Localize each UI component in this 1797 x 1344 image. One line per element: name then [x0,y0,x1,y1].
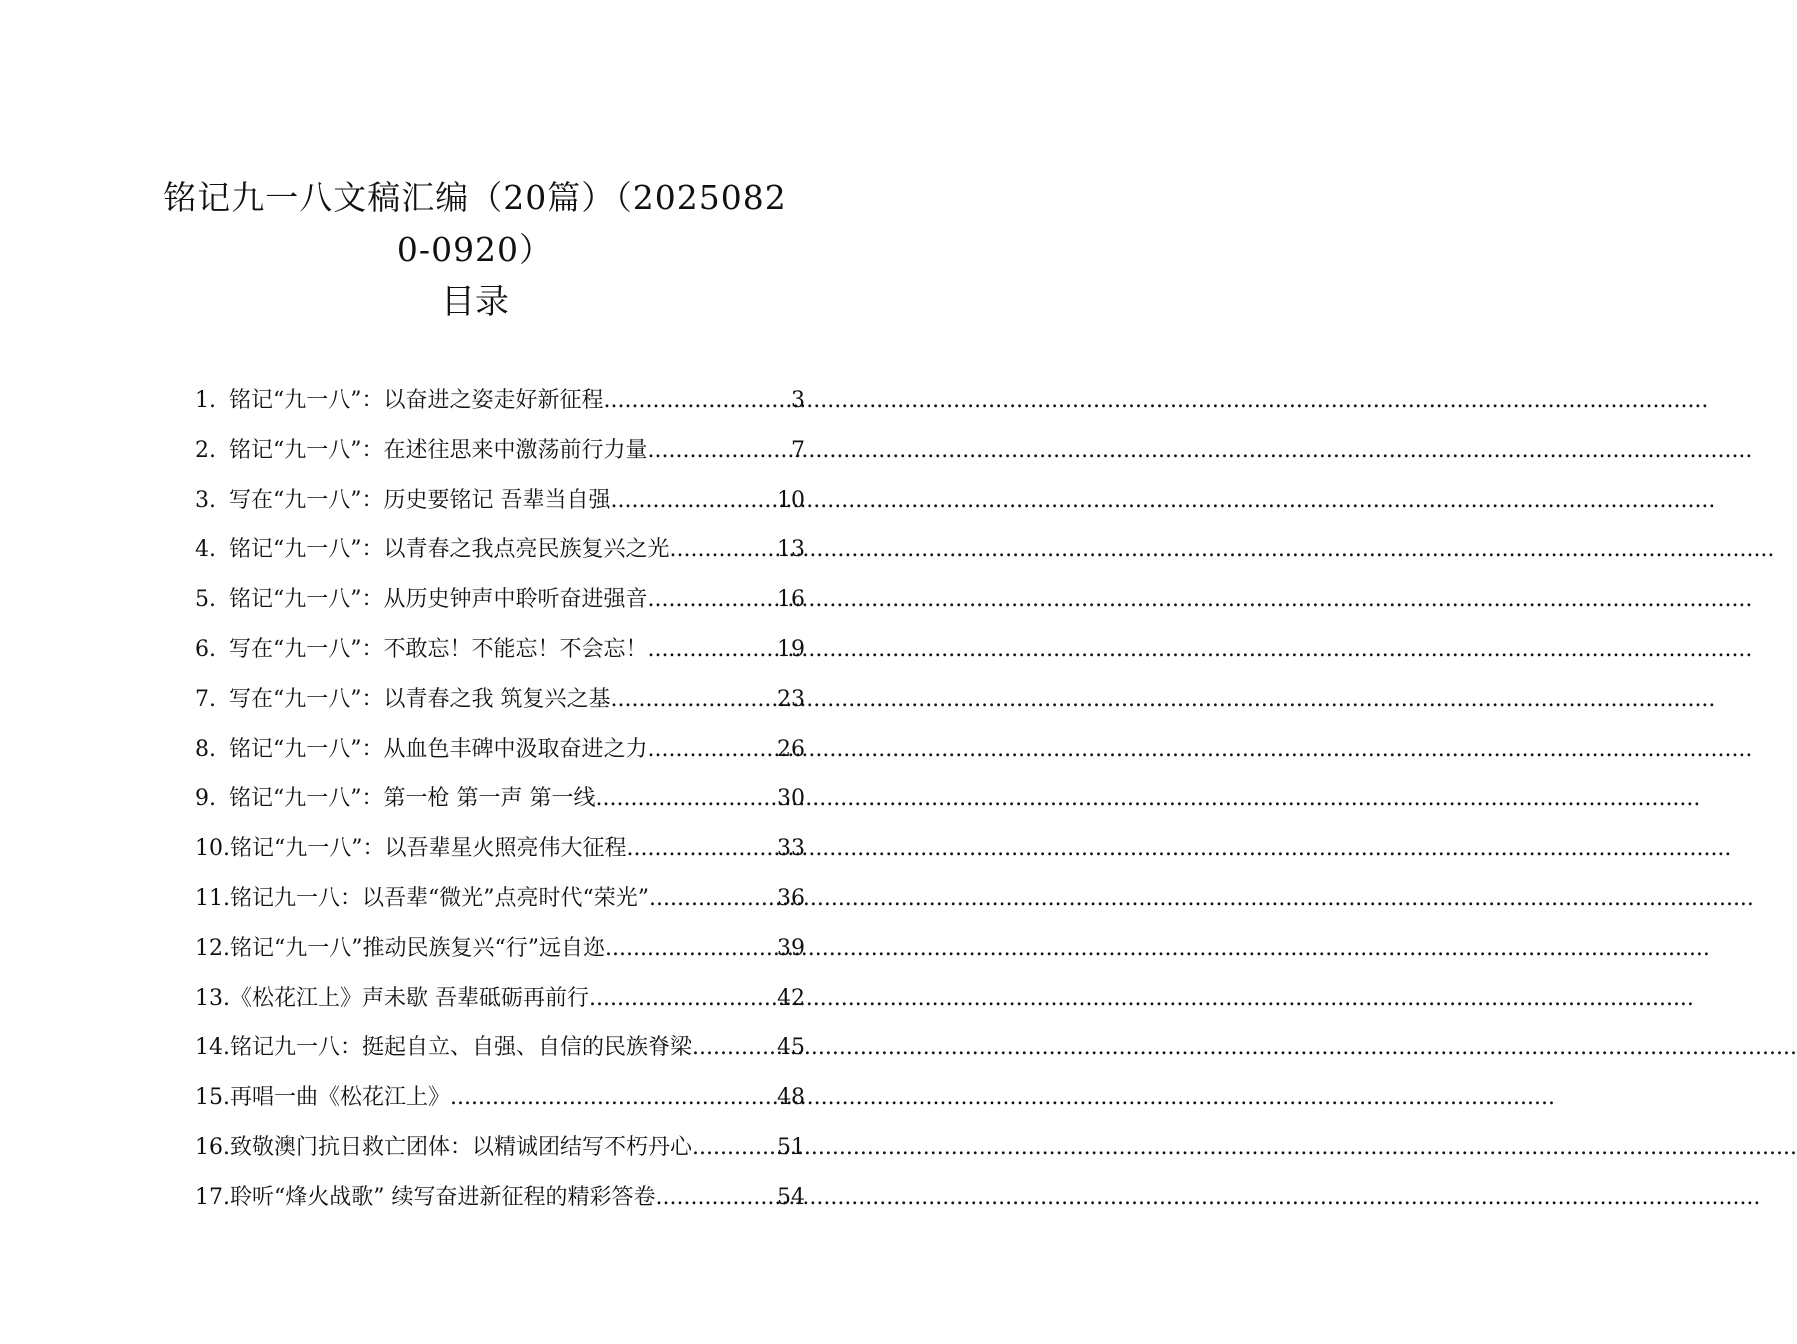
table-of-contents [195,376,805,1223]
toc-entry-page-number: 51 [777,1134,805,1160]
toc-entry-title: 铭记“九一八”：在述往思来中激荡前行力量 [229,437,648,463]
toc-entry[interactable] [195,376,805,426]
toc-dot-leader [605,924,777,974]
toc-entry-number: 9. [195,786,216,812]
toc-entry[interactable] [195,1073,805,1123]
toc-entry-title: 再唱一曲《松花江上》 [230,1085,451,1111]
toc-entry-page-number: 30 [777,786,805,812]
toc-dot-leader [611,675,778,725]
toc-dot-leader [649,874,777,924]
toc-entry-page-number: 36 [777,885,805,911]
toc-dot-leader [595,774,777,824]
toc-dot-leader [627,824,778,874]
toc-entry[interactable] [195,1023,805,1073]
toc-entry[interactable] [195,974,805,1024]
toc-entry-title: 铭记“九一八”：第一枪 第一声 第一线 [229,786,596,812]
toc-dot-leader [692,1123,777,1173]
toc-entry-page-number: 45 [777,1035,805,1061]
toc-entry-number: 3. [195,487,216,513]
toc-entry-number: 16. [195,1134,230,1160]
toc-entry-title: 《松花江上》声未歇 吾辈砥砺再前行 [230,985,589,1011]
toc-dot-leader [656,1173,778,1223]
toc-entry-title: 写在“九一八”：不敢忘！不能忘！不会忘！ [229,636,648,662]
toc-entry[interactable] [195,1173,805,1223]
toc-entry-number: 5. [195,587,216,613]
toc-dot-leader [692,1023,777,1073]
toc-dot-leader [589,974,777,1024]
toc-entry-number: 15. [195,1085,230,1111]
toc-entry-title: 铭记“九一八”推动民族复兴“行”远自迩 [230,935,605,961]
toc-heading: 目录 [441,282,509,322]
toc-entry-number: 8. [195,736,216,762]
toc-entry-title: 写在“九一八”：以青春之我 筑复兴之基 [229,686,611,712]
toc-entry-page-number: 54 [777,1184,805,1210]
toc-entry-page-number: 39 [777,935,805,961]
toc-entry-number: 4. [195,537,216,563]
toc-entry-page-number: 48 [777,1085,805,1111]
toc-entry-title: 铭记“九一八”：从历史钟声中聆听奋进强音 [229,587,648,613]
toc-dot-leader [611,476,778,526]
toc-entry[interactable] [195,575,805,625]
toc-entry-page-number: 10 [777,487,805,513]
toc-entry[interactable] [195,675,805,725]
toc-entry-page-number: 16 [777,587,805,613]
toc-entry-number: 2. [195,437,216,463]
toc-entry[interactable] [195,1123,805,1173]
toc-entry-page-number: 26 [777,736,805,762]
toc-entry-page-number: 42 [777,985,805,1011]
toc-dot-leader [648,575,778,625]
toc-entry-title: 铭记“九一八”：从血色丰碑中汲取奋进之力 [229,736,648,762]
toc-entry[interactable] [195,874,805,924]
toc-entry-title: 铭记“九一八”：以吾辈星火照亮伟大征程 [230,836,627,862]
toc-entry-title: 铭记“九一八”：以青春之我点亮民族复兴之光 [229,537,670,563]
toc-entry-number: 1. [195,388,216,413]
toc-entry-number: 11. [195,885,230,911]
toc-entry[interactable] [195,525,805,575]
toc-entry-number: 17. [195,1184,230,1210]
toc-entry[interactable] [195,824,805,874]
toc-entry-number: 12. [195,935,230,961]
document-title [140,172,810,276]
toc-entry-title: 聆听“烽火战歌” 续写奋进新征程的精彩答卷 [230,1184,656,1210]
toc-entry-title: 写在“九一八”：历史要铭记 吾辈当自强 [229,487,611,513]
toc-entry-page-number: 3 [791,388,805,413]
toc-entry-title: 致敬澳门抗日救亡团体：以精诚团结写不朽丹心 [230,1134,693,1160]
toc-entry-title: 铭记九一八：以吾辈“微光”点亮时代“荣光” [230,885,649,911]
toc-entry[interactable] [195,625,805,675]
toc-dot-leader [648,426,792,476]
title-line-2: 0-0920） [396,230,554,269]
toc-entry-page-number: 7 [791,437,805,463]
toc-entry-title: 铭记九一八：挺起自立、自强、自信的民族脊梁 [230,1035,693,1061]
toc-entry-number: 7. [195,686,216,712]
toc-dot-leader [670,525,778,575]
toc-entry[interactable] [195,924,805,974]
toc-entry[interactable] [195,476,805,526]
title-line-1: 铭记九一八文稿汇编（20篇）（2025082 [163,178,787,217]
toc-entry[interactable] [195,426,805,476]
toc-entry-number: 10. [195,836,230,862]
toc-entry-page-number: 13 [777,537,805,563]
toc-dot-leader [648,725,778,775]
toc-dot-leader [604,376,792,426]
toc-entry-page-number: 19 [777,636,805,662]
toc-entry[interactable] [195,774,805,824]
toc-entry-number: 6. [195,636,216,662]
toc-entry-number: 14. [195,1035,230,1061]
toc-entry[interactable] [195,725,805,775]
toc-dot-leader [648,625,778,675]
toc-entry-number: 13. [195,985,230,1011]
toc-entry-page-number: 33 [777,836,805,862]
toc-entry-page-number: 23 [777,686,805,712]
toc-entry-title: 铭记“九一八”：以奋进之姿走好新征程 [229,388,604,413]
toc-dot-leader [450,1073,777,1123]
